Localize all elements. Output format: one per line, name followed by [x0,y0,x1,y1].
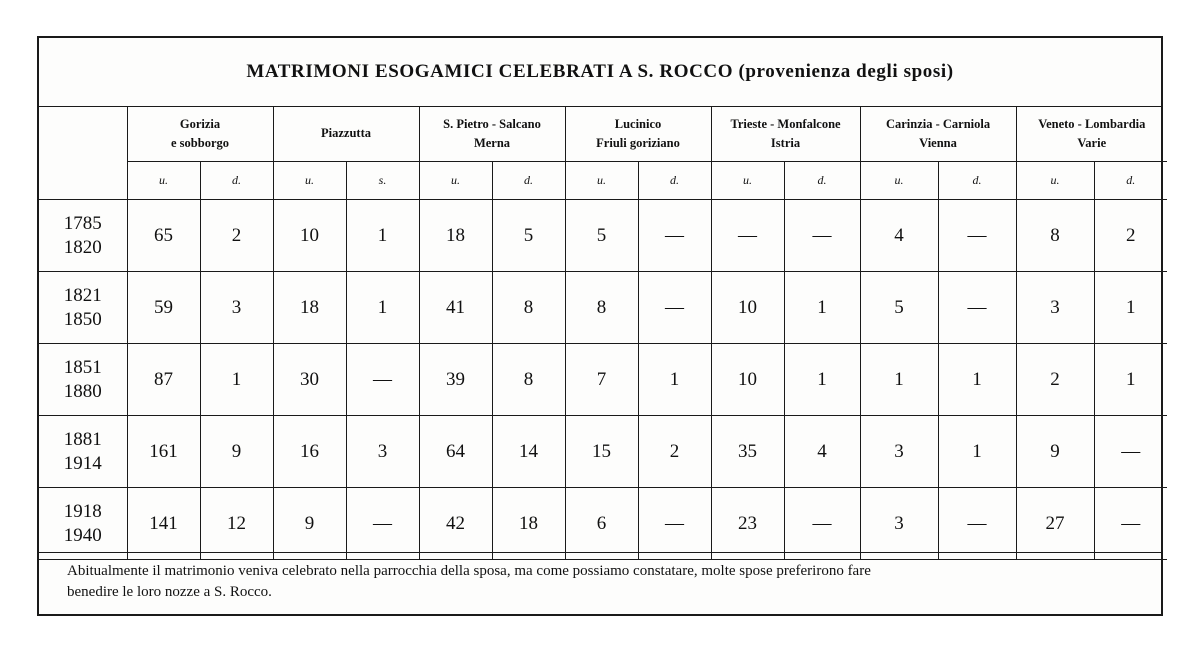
value-cell: 10 [711,272,784,344]
period-cell [39,200,127,272]
value-cell: 1 [938,416,1016,488]
value-cell: 9 [200,416,273,488]
region-name-line-2: Varie [1077,135,1107,150]
sub-header: s. [346,162,419,200]
period-start: 1851 [63,356,102,378]
sub-header: d. [492,162,565,200]
value-cell: 30 [273,344,346,416]
value-cell: — [638,488,711,560]
value-cell: 64 [419,416,492,488]
region-header [565,106,711,162]
value-cell: — [938,488,1016,560]
value-cell: 1 [638,344,711,416]
period-cell [39,488,127,560]
value-cell: 18 [492,488,565,560]
value-cell: 18 [273,272,346,344]
value-cell: 1 [346,272,419,344]
sub-header: u. [127,162,200,200]
value-cell: 8 [1016,200,1094,272]
region-name-line-2: e sobborgo [171,135,229,150]
value-cell: 12 [200,488,273,560]
value-cell: 10 [273,200,346,272]
value-cell: 41 [419,272,492,344]
value-cell: 1 [784,344,860,416]
sub-header: d. [938,162,1016,200]
value-cell: 4 [860,200,938,272]
value-cell: 16 [273,416,346,488]
value-cell: 1 [1094,344,1167,416]
value-cell: — [346,488,419,560]
value-cell: 5 [492,200,565,272]
period-start: 1785 [63,212,102,234]
value-cell: 9 [273,488,346,560]
sub-header: u. [419,162,492,200]
value-cell: 39 [419,344,492,416]
sub-header: u. [711,162,784,200]
table-row [39,416,1167,488]
value-cell: 10 [711,344,784,416]
value-cell: 2 [1016,344,1094,416]
value-cell: — [711,200,784,272]
value-cell: 3 [1016,272,1094,344]
marriage-table [39,106,1167,560]
value-cell: 2 [1094,200,1167,272]
value-cell: 3 [860,416,938,488]
value-cell: 1 [200,344,273,416]
sub-header: u. [860,162,938,200]
table-row [39,488,1167,560]
value-cell: 18 [419,200,492,272]
value-cell: — [638,200,711,272]
value-cell: 3 [860,488,938,560]
period-cell [39,272,127,344]
table-title: MATRIMONI ESOGAMICI CELEBRATI A S. ROCCO (provenienza degli sposi) [39,38,1161,107]
period-end: 1940 [63,524,102,546]
value-cell: 59 [127,272,200,344]
region-header [419,106,565,162]
period-cell [39,344,127,416]
table-row [39,272,1167,344]
footnote [39,552,1161,614]
value-cell: 65 [127,200,200,272]
region-name-line-1: Lucinico [614,116,662,131]
region-name-line-1: Carinzia - Carniola [885,116,991,131]
value-cell: 8 [492,272,565,344]
region-header [860,106,1016,162]
value-cell: — [784,488,860,560]
region-header [273,106,419,162]
sub-header: d. [200,162,273,200]
value-cell: 7 [565,344,638,416]
region-name-line-1: Piazzutta [321,126,371,140]
value-cell: 3 [200,272,273,344]
sub-header: d. [784,162,860,200]
value-cell: 35 [711,416,784,488]
value-cell: 15 [565,416,638,488]
value-cell: 23 [711,488,784,560]
table-document [37,36,1163,616]
region-name-line-2: Friuli goriziano [596,135,680,150]
value-cell: — [784,200,860,272]
region-name-line-2: Istria [770,135,801,150]
value-cell: 8 [492,344,565,416]
value-cell: 1 [784,272,860,344]
period-start: 1881 [63,428,102,450]
table-row [39,344,1167,416]
period-end: 1820 [63,236,102,258]
footnote-line-1: Abitualmente il matrimonio veniva celebrato nella parrocchia della sposa, ma come possiamo constatare, molte spose preferirono fare [67,563,871,579]
period-end: 1880 [63,380,102,402]
sub-header: d. [1094,162,1167,200]
value-cell: — [1094,416,1167,488]
region-header [1016,106,1167,162]
period-start: 1918 [63,500,102,522]
value-cell: — [638,272,711,344]
value-cell: — [938,272,1016,344]
value-cell: 5 [860,272,938,344]
region-name-line-2: Vienna [919,135,957,150]
value-cell: 8 [565,272,638,344]
value-cell: 4 [784,416,860,488]
value-cell: 6 [565,488,638,560]
sub-header: u. [565,162,638,200]
region-name-line-1: Veneto - Lombardia [1038,116,1146,131]
sub-header: u. [1016,162,1094,200]
value-cell: — [938,200,1016,272]
region-name-line-1: Trieste - Monfalcone [730,116,841,131]
period-end: 1850 [63,308,102,330]
value-cell: — [1094,488,1167,560]
region-name-line-1: Gorizia [179,116,221,131]
value-cell: 5 [565,200,638,272]
value-cell: 9 [1016,416,1094,488]
value-cell: 2 [200,200,273,272]
value-cell: 141 [127,488,200,560]
sub-header: d. [638,162,711,200]
value-cell: 27 [1016,488,1094,560]
footnote-line-2: benedire le loro nozze a S. Rocco. [67,584,272,600]
header-corner [39,106,127,200]
value-cell: 87 [127,344,200,416]
value-cell: 1 [860,344,938,416]
value-cell: 2 [638,416,711,488]
value-cell: 161 [127,416,200,488]
value-cell: — [346,344,419,416]
value-cell: 3 [346,416,419,488]
period-start: 1821 [63,284,102,306]
region-name-line-1: S. Pietro - Salcano [443,116,541,131]
value-cell: 1 [346,200,419,272]
region-name-line-2: Merna [473,135,511,150]
period-cell [39,416,127,488]
value-cell: 1 [1094,272,1167,344]
region-header [127,106,273,162]
region-header [711,106,860,162]
value-cell: 14 [492,416,565,488]
value-cell: 42 [419,488,492,560]
table-row [39,200,1167,272]
value-cell: 1 [938,344,1016,416]
period-end: 1914 [63,452,102,474]
sub-header: u. [273,162,346,200]
